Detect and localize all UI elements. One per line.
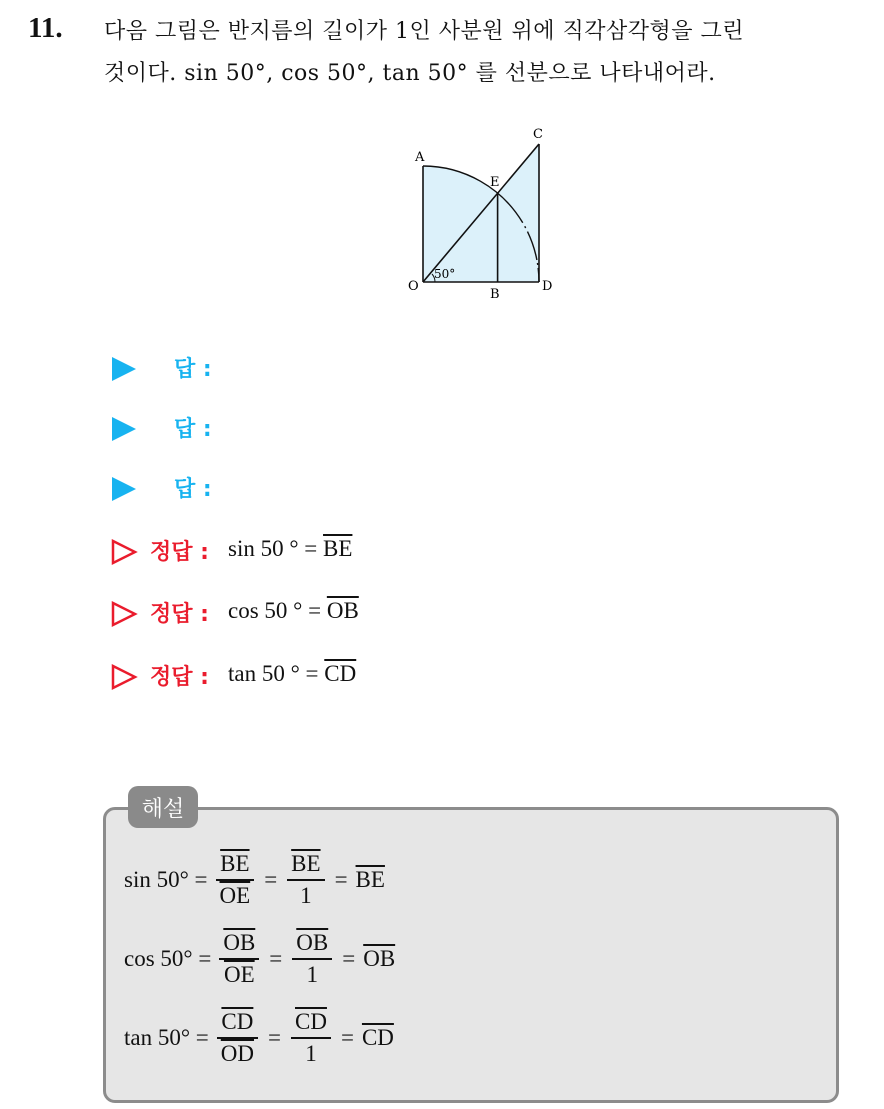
solution-math: tan 50 ° = $\overline{CD}$ [228,661,357,686]
question-number: 11. [28,12,63,44]
answer-arrow-icon [110,355,138,383]
solution-arrow-icon [110,663,138,691]
answer-label: 답 : [174,477,212,502]
answer-arrow-icon [110,475,138,503]
solution-math: sin 50 ° = $\overline{BE}$ [228,536,353,561]
question-text-line-2: 것이다. sin 50°, cos 50°, tan 50° 를 선분으로 나타내어라. [104,61,716,86]
question-text-line-1: 다음 그림은 반지름의 길이가 1인 사분원 위에 직각삼각형을 그린 [104,19,744,44]
explanation-equation-cos: cos 50° = $\frac{\overline{OB}}{OE}$ = $\frac{\overline{OB}}{1}$ = $\overline{OB}$ [124,930,396,987]
answer-arrow-icon [110,415,138,443]
label-o: O [408,279,419,294]
explanation-equation-tan: tan 50° = $\frac{\overline{CD}}{OD}$ = $\frac{\overline{CD}}{1}$ = $\overline{CD}$ [124,1009,394,1066]
angle-label: 50° [434,267,456,281]
solution-label: 정답 : [150,665,209,690]
label-e: E [490,175,500,190]
label-c: C [533,127,543,142]
solution-label: 정답 : [150,602,209,627]
answer-label: 답 : [174,357,212,382]
solution-math: cos 50 ° = $\overline{OB}$ [228,598,359,623]
solution-arrow-icon [110,538,138,566]
explanation-tag: 해설 [128,786,198,828]
label-a: A [415,150,425,165]
explanation-equation-sin: sin 50° = $\frac{\overline{BE}}{OE}$ = $\frac{\overline{BE}}{1}$ = $\overline{BE}$ [124,851,385,908]
solution-label: 정답 : [150,540,209,565]
label-d: D [542,279,553,294]
quarter-circle-figure [405,124,565,300]
solution-arrow-icon [110,600,138,628]
label-b: B [490,287,500,300]
answer-label: 답 : [174,417,212,442]
